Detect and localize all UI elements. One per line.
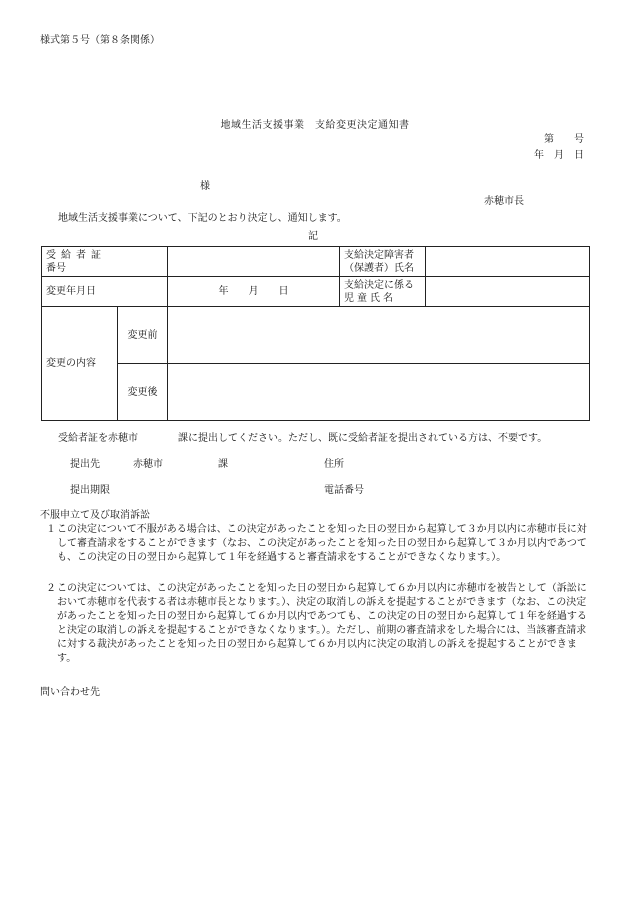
form-number: 様式第５号（第８条関係） [40, 35, 160, 46]
issue-date: 年 月 日 [534, 150, 584, 161]
child-label-line2: 児童氏名 [344, 292, 396, 304]
before-value[interactable] [168, 307, 590, 364]
after-label: 変更後 [118, 364, 168, 421]
appeal-item-2 [40, 582, 590, 666]
submission-to-label: 提出先 [70, 459, 100, 470]
certificate-number-value[interactable] [168, 247, 340, 277]
child-label-cell [340, 277, 426, 307]
table-row [42, 247, 590, 277]
certificate-label-cell [42, 247, 168, 277]
appeal-item-number: １ [46, 524, 56, 535]
appeal-item-text: この決定について不服がある場合は、この決定があったことを知った日の翌日から起算して３か月以内に赤穂市長に対して審査請求をすることができます（なお、この決定があったことを知った日の翌日から起算して３か月以内であつても、この決定の日の翌日から起算して１年を経過すると審査請求をすることができなくなります。）。 [57, 524, 587, 563]
beneficiary-name-value[interactable] [426, 247, 590, 277]
submission-instruction: 受給者証を赤穂市 課に提出してください。ただし、既に受給者証を提出されている方は、不要です。 [58, 433, 548, 444]
beneficiary-label-line2: （保護者）氏名 [344, 262, 414, 274]
change-content-label: 変更の内容 [42, 307, 118, 421]
appeal-item-number: ２ [46, 583, 56, 594]
intro-text: 地域生活支援事業について、下記のとおり決定し、通知します。 [58, 213, 347, 224]
document-number: 第 号 [544, 134, 584, 145]
before-label: 変更前 [118, 307, 168, 364]
certificate-label-line2 [46, 262, 108, 275]
appeal-title: 不服申立て及び取消訴訟 [40, 510, 150, 521]
document-title: 地域生活支援事業 支給変更決定通知書 [220, 120, 410, 131]
table-row [42, 307, 590, 364]
address-label: 住所 [324, 459, 344, 470]
appeal-item-text: この決定については、この決定があったことを知った日の翌日から起算して６か月以内に赤穂市を被告として（訴訟において赤穂市を代表する者は赤穂市長となります。）、決定の取消しの訴えを提起することができます（なお、この決定があったことを知った日の翌日から起算して６か月以内であつても、この決定の日の翌日から起算して１年を経過すると決定の取消しの訴えを提起することができなくなります。）。ただし、前期の審査請求をした場合には、当該審査請求に対する裁決があったことを知った日の翌日から起算して６か月以内に決定の取消しの訴えを提起することができます。 [57, 583, 587, 664]
submission-to-section: 課 [218, 459, 228, 470]
table-row [42, 364, 590, 421]
change-date-value[interactable]: 年 月 日 [168, 277, 340, 307]
certificate-label-line1: 受給者証 [46, 249, 106, 261]
beneficiary-label-line1: 支給決定障害者 [344, 249, 414, 261]
beneficiary-label-cell [340, 247, 426, 277]
phone-label: 電話番号 [324, 485, 364, 496]
change-date-label: 変更年月日 [42, 277, 168, 307]
deadline-label: 提出期限 [70, 485, 110, 496]
certificate-label-line2-text: 番号 [46, 262, 66, 274]
recipient-suffix: 様 [200, 181, 210, 192]
child-name-value[interactable] [426, 277, 590, 307]
ki-marker: 記 [308, 231, 318, 242]
inquiry-label: 問い合わせ先 [40, 687, 100, 698]
child-label-line1: 支給決定に係る [344, 279, 414, 291]
table-row [42, 277, 590, 307]
decision-table [41, 246, 590, 421]
appeal-item-1 [40, 523, 590, 565]
submission-to-city: 赤穂市 [133, 459, 163, 470]
issuer-name: 赤穂市長 [484, 196, 524, 207]
after-value[interactable] [168, 364, 590, 421]
